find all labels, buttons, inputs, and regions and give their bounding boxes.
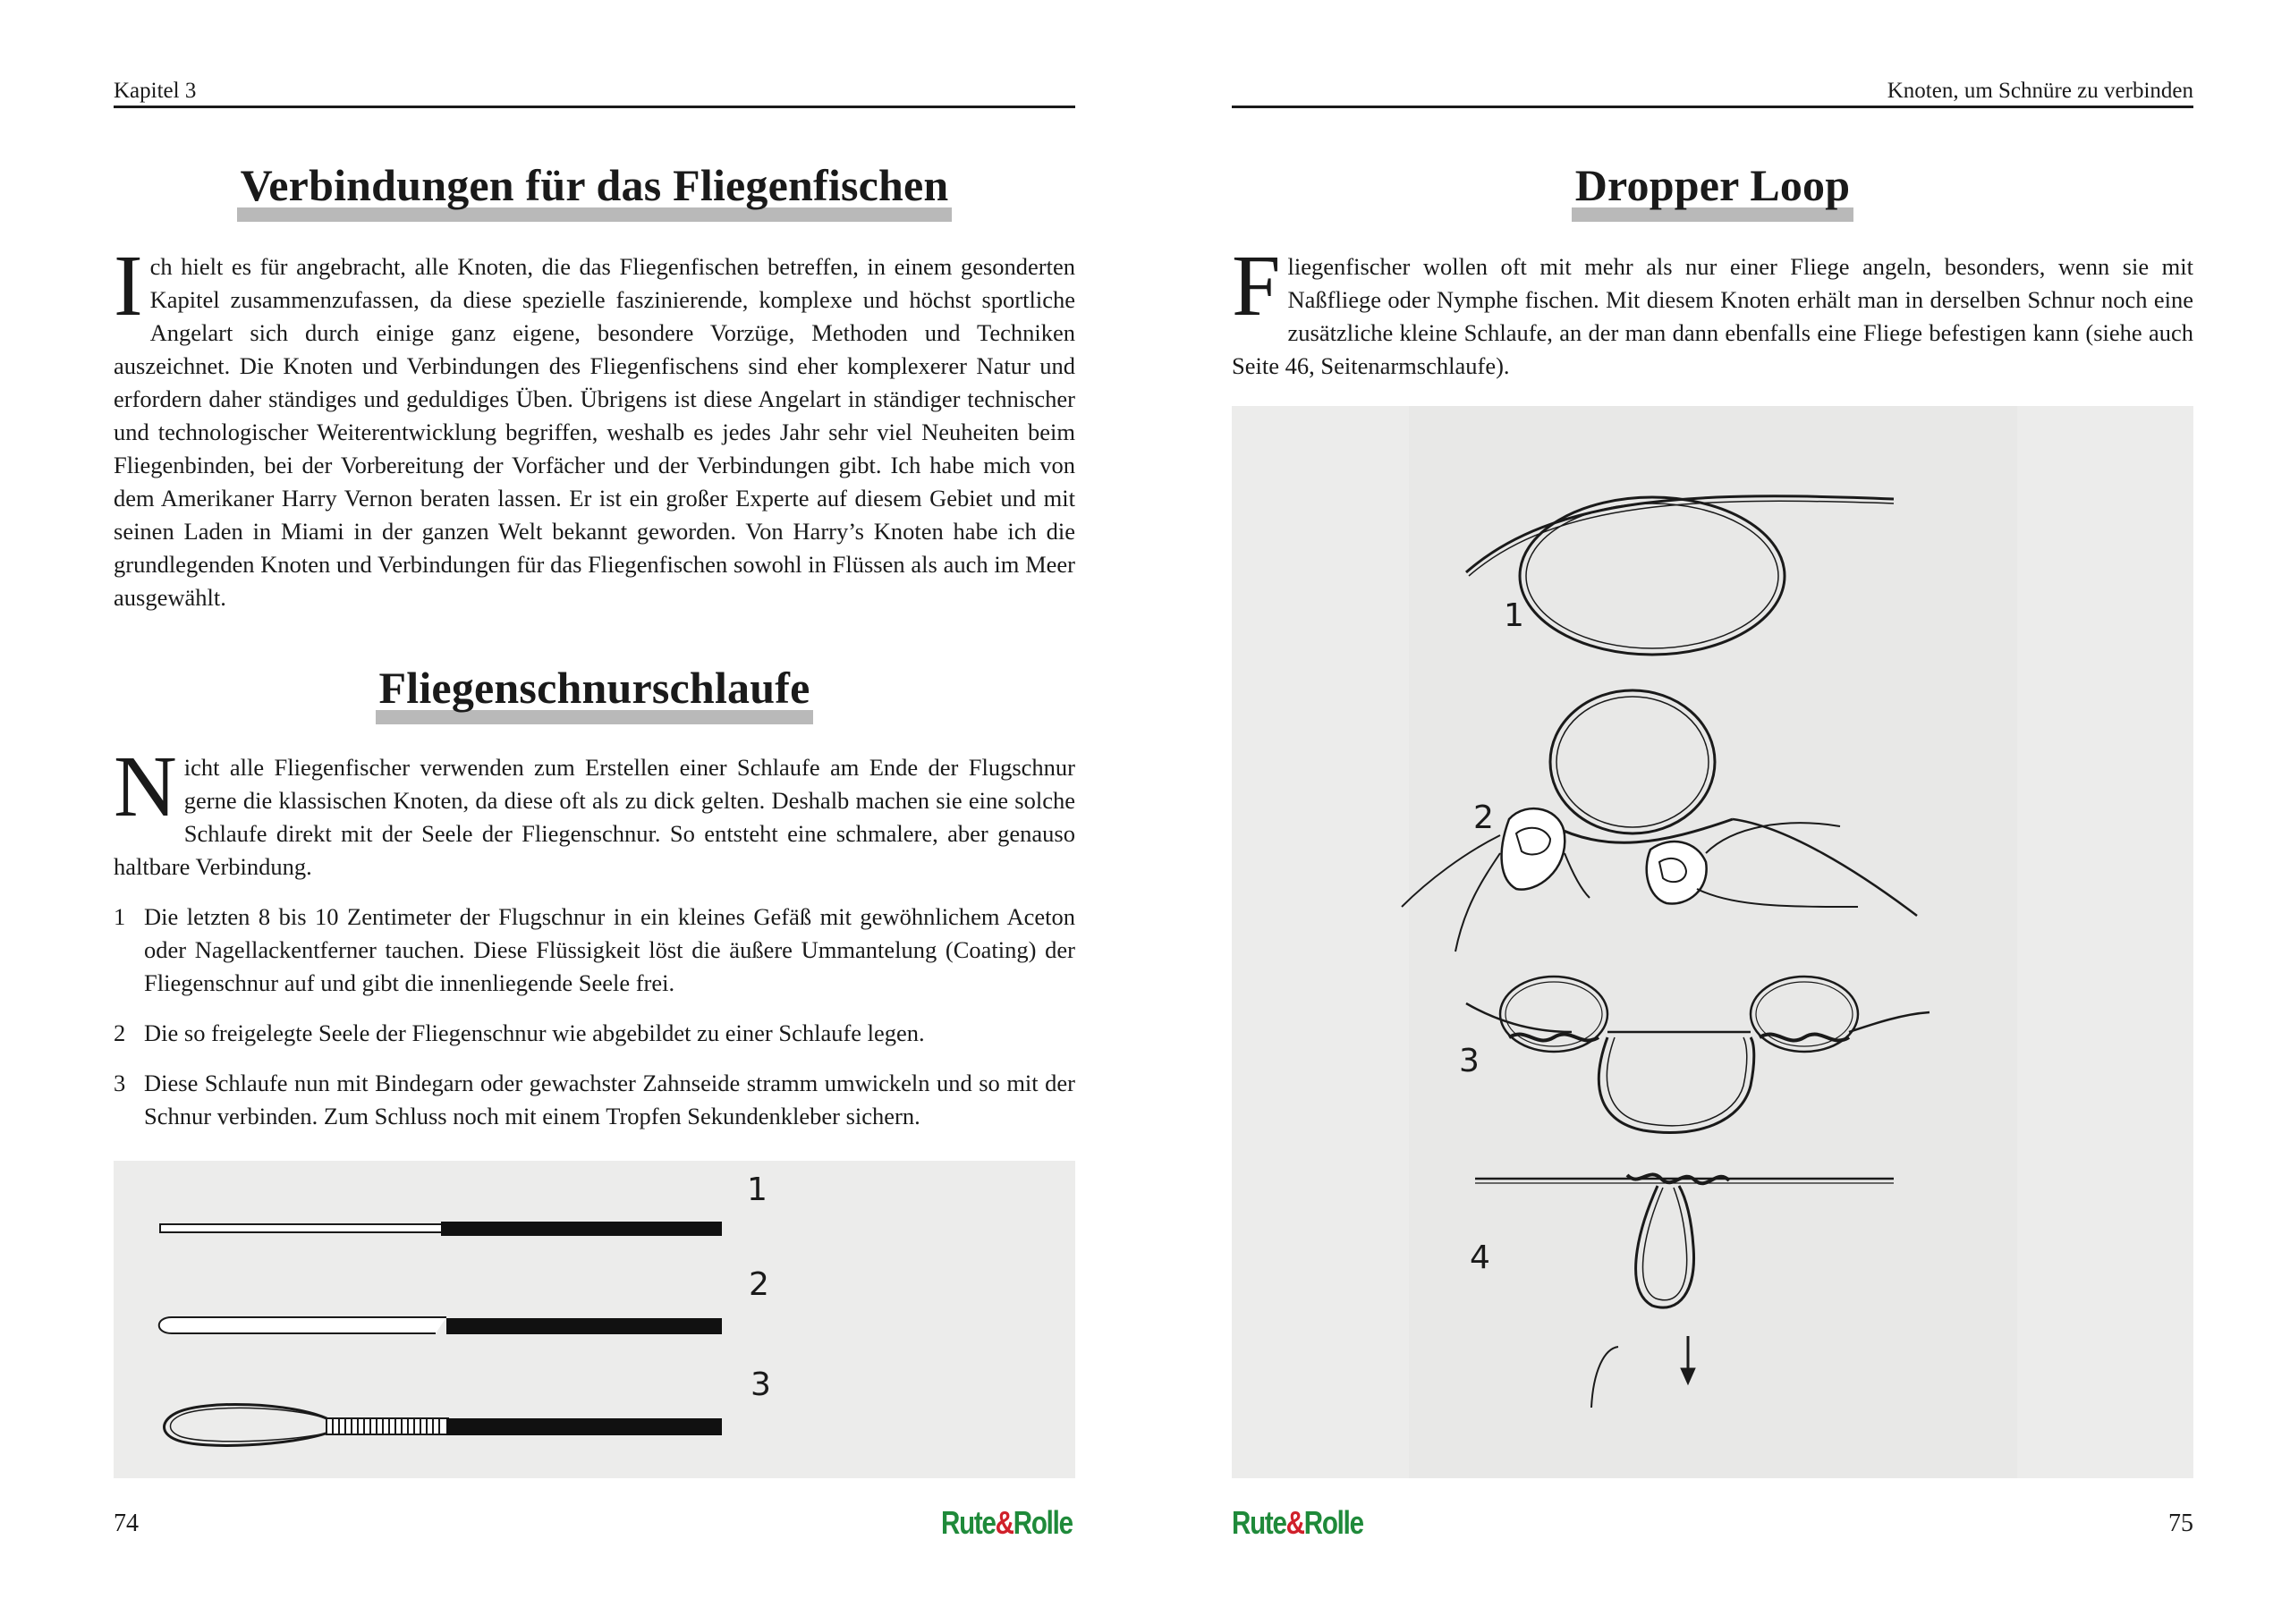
- page-title: [114, 159, 1075, 222]
- logo-part-2: Rolle: [1013, 1504, 1073, 1541]
- logo-part-1: Rute: [1232, 1504, 1286, 1541]
- line-core-loop-inner: [171, 1408, 329, 1441]
- step-text: Die so freigelegte Seele der Fliegenschnur wie abgebildet zu einer Schlaufe legen.: [144, 1019, 925, 1046]
- step-item: [114, 1017, 1075, 1050]
- figure-label: 3: [1459, 1043, 1480, 1079]
- figure-label: 1: [747, 1171, 768, 1208]
- publisher-logo: [941, 1504, 1073, 1542]
- figure-label: 4: [1470, 1239, 1490, 1276]
- running-header: [1232, 73, 2193, 108]
- logo-ampersand: &: [995, 1504, 1014, 1541]
- dropper-loop-drawing: [1232, 406, 2193, 1478]
- section-label: Knoten, um Schnüre zu verbinden: [1887, 79, 2193, 103]
- page-title-text: Dropper Loop: [1572, 163, 1854, 222]
- running-header: [114, 73, 1075, 108]
- page-number: 74: [114, 1510, 139, 1537]
- dropper-loop-illustration: [1232, 406, 2193, 1478]
- intro-paragraph: [1232, 238, 2193, 383]
- section-paragraph: [114, 739, 1075, 884]
- figure-label: 3: [751, 1366, 771, 1403]
- step-item: [114, 901, 1075, 1000]
- intro-text: ch hielt es für angebracht, alle Knoten, die das Fliegenfischen betreffen, in einem gesonderten Kapitel zusammenzufassen, da diese spezielle faszinierende, komplexe und höchst sportliche Angelart sich durch einige ganz eigene, besondere Vorzüge, Methoden und Techniken auszeichnet. Die Knoten und Verbindungen des Fliegenfischens sind eher komplexerer Natur und erfordern daher ständiges und geduldiges Üben. Übrigens ist diese Angelart in ständiger technischer und technologischer Weiterentwicklung begriffen, weshalb es jedes Jahr sehr viel Neuheiten beim Fliegenbinden, bei der Vorbereitung der Vorfächer und der Verbindungen gibt. Ich habe mich von dem Amerikaner Harry Vernon beraten lassen. Er ist ein großer Experte auf diesem Gebiet und mit seinen Laden in Miami in der ganzen Welt bekannt geworden. Von Harry’s Knoten habe ich die grundlegenden Knoten und Verbindungen für das Fliegenfischen sowohl in Flüssen als auch im Meer ausgewählt.: [114, 253, 1075, 611]
- drop-cap: F: [1232, 238, 1281, 334]
- logo-part-1: Rute: [941, 1504, 996, 1541]
- page-title: [1232, 159, 2193, 222]
- line-core-folded: [159, 1317, 446, 1333]
- section-text: icht alle Fliegenfischer verwenden zum Erstellen einer Schlaufe am Ende der Flugschnur gerne die klassischen Knoten, da diese oft als zu dick gelten. Deshalb machen sie eine solche Schlaufe direkt mit der Seele der Fliegenschnur. So entsteht eine schmalere, aber genauso haltbare Verbindung.: [114, 754, 1075, 880]
- page-number: 75: [2168, 1510, 2193, 1537]
- right-page: [1232, 0, 2193, 1624]
- line-core-loop: [165, 1404, 329, 1445]
- drop-cap: N: [114, 739, 177, 835]
- chapter-label: Kapitel 3: [114, 79, 197, 103]
- section-title: [114, 662, 1075, 724]
- line-step-1: [160, 1222, 722, 1236]
- line-coating: [446, 1418, 722, 1435]
- logo-ampersand: &: [1285, 1504, 1304, 1541]
- figure-label: 2: [1473, 799, 1494, 836]
- fly-line-loop-drawing: [114, 1161, 1075, 1478]
- fly-line-loop-illustration: [114, 1161, 1075, 1478]
- line-core: [160, 1224, 448, 1232]
- line-coating: [441, 1222, 722, 1236]
- step-text: Diese Schlaufe nun mit Bindegarn oder gewachster Zahnseide stramm umwickeln und so mit der Schnur verbinden. Zum Schluss noch mit einem Tropfen Sekundenkleber sichern.: [144, 1070, 1075, 1129]
- section-title-text: Fliegenschnurschlaufe: [376, 665, 814, 724]
- step-number: 2: [114, 1019, 126, 1046]
- step-text: Die letzten 8 bis 10 Zentimeter der Flugschnur in ein kleines Gefäß mit gewöhnlichem Aceton oder Nagellackentferner tauchen. Diese Flüssigkeit löst die äußere Ummantelung (Coating) der Fliegenschnur auf und gibt die innenliegende Seele frei.: [144, 903, 1075, 996]
- drop-cap: I: [114, 238, 143, 334]
- figure-label: 2: [749, 1266, 769, 1303]
- intro-paragraph: [114, 238, 1075, 614]
- step-number: 1: [114, 903, 126, 930]
- publisher-logo: [1232, 1504, 1363, 1542]
- illustration-panel: [1409, 406, 2017, 1478]
- page-title-text: Verbindungen für das Fliegenfischen: [237, 163, 953, 222]
- intro-text: liegenfischer wollen oft mit mehr als nur einer Fliege angeln, besonders, wenn sie mit Naßfliege oder Nymphe fischen. Mit diesem Knoten erhält man in derselben Schnur noch eine zusätzliche kleine Schlaufe, an der man dann ebenfalls eine Fliege befestigen kann (siehe auch Seite 46, Seitenarmschlaufe).: [1232, 253, 2193, 379]
- line-coating: [446, 1318, 722, 1334]
- left-page: [114, 0, 1075, 1624]
- figure-label: 1: [1504, 597, 1524, 634]
- logo-part-2: Rolle: [1303, 1504, 1363, 1541]
- line-step-2: [159, 1317, 722, 1334]
- line-step-3: [165, 1404, 723, 1445]
- step-number: 3: [114, 1070, 126, 1096]
- step-item: [114, 1067, 1075, 1133]
